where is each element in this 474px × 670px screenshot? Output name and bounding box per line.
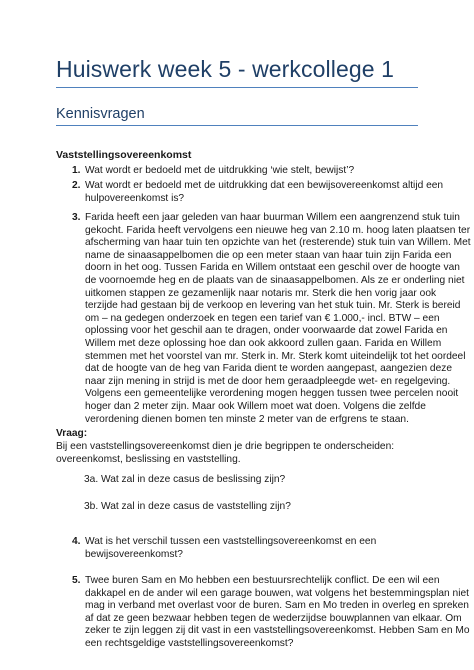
question-line: Willem met deze oplossing hoe dan ook akkoord zullen gaan. Farida en Willem (85, 337, 442, 349)
vraag-line: Bij een vaststellingsovereenkomst dien je drie begrippen te onderscheiden: (56, 441, 395, 452)
question-text (85, 165, 354, 178)
question-line: af dat ze geen bezwaar hebben tegen de wederzijdse bouwplannen van elkaar. Om (85, 612, 462, 624)
question-line: afscherming van haar tuin ten opzichte van het (resterende) stuk tuin van Willem. Met (85, 237, 471, 249)
question-line: Farida heeft een jaar geleden van haar buurman Willem een aangrenzend stuk tuin (85, 212, 460, 223)
question-number: 5. (72, 575, 81, 586)
question-line: name de sinaasappelbomen die op een meter staan van haar tuin zijn Farida een (85, 249, 452, 261)
vraag-text (56, 441, 394, 466)
question-line: Wat wordt er bedoeld met de uitdrukking dat een bewijsovereenkomst altijd een (85, 180, 444, 191)
question-line: een rechtsgeldige vaststellingsovereenkomst? (85, 637, 294, 649)
section-subtitle: Kennisvragen (56, 106, 145, 122)
question-number: 2. (72, 180, 81, 191)
question-number: 4. (72, 536, 81, 547)
question-text (85, 180, 443, 205)
question-number: 1. (72, 165, 81, 176)
question-line: Wat wordt er bedoeld met de uitdrukking ‘wie stelt, bewijst’? (85, 165, 355, 176)
question-line: verordening dienen bomen ten minste 2 meter van de erfgrens te staan. (85, 413, 409, 425)
question-line: dat de hoogte van de heg van Farida dient te worden aangepast, aangezien deze (85, 363, 453, 375)
question-line: doorn in het oog. Tussen Farida en Willem ontstaat een geschil over de hoogte van (85, 262, 460, 274)
question-line: mag in verband met overlast voor de buren. Sam en Mo treden in overleg en spreken (85, 600, 469, 612)
question-line: zeker te zijn leggen zij dit vast in een vaststellingsovereenkomst. Hebben Sam en Mo (85, 625, 470, 637)
question-line: uitkomen stappen ze gezamenlijk naar notaris mr. Sterk die hen vorig jaar ook (85, 287, 437, 299)
question-line: Twee buren Sam en Mo hebben een bestuursrechtelijk conflict. De een wil een (85, 575, 440, 586)
question-line: hulpovereenkomst is? (85, 192, 185, 204)
question-line: stemmen met het voorstel van mr. Sterk in. Mr. Sterk komt uiteindelijk tot het oordeel (85, 350, 466, 362)
question-line: oplossing voor het geschil aan te dragen, onder voorwaarde dat zowel Farida en (85, 325, 448, 337)
question-line: Wat is het verschil tussen een vaststellingsovereenkomst en een (85, 536, 377, 547)
question-line: naar zijn mening in strijd is met de door hem geraadpleegde wet- en regelgeving. (85, 375, 451, 387)
question-line: om – na gedegen onderzoek en tegen een tarief van € 1.000,- incl. BTW – een (85, 312, 440, 324)
sub-question-3b: 3b. Wat zal in deze casus de vaststelling zijn? (84, 501, 291, 512)
section-heading: Vaststellingsovereenkomst (56, 149, 192, 161)
question-line: gekocht. Farida heeft vervolgens een nieuwe heg van 2.10 m. hoog laten plaatsen ter (85, 224, 471, 236)
vraag-line: overeenkomst, beslissing en vaststelling. (56, 453, 241, 465)
question-text (85, 212, 471, 426)
vraag-label: Vraag: (56, 428, 88, 439)
question-text (85, 536, 376, 561)
question-line: dakkapel en de ander wil een garage bouwen, wat volgens het bestemmingsplan niet (85, 587, 469, 599)
subtitle-divider (56, 125, 418, 126)
question-number: 3. (72, 212, 81, 223)
question-line: hoger dan 2 meter zijn. Maar ook Willem moet wat doen. Volgens die zelfde (85, 400, 426, 412)
question-text (85, 575, 470, 651)
document-title: Huiswerk week 5 - werkcollege 1 (56, 56, 395, 82)
title-divider (56, 87, 418, 88)
sub-question-3a: 3a. Wat zal in deze casus de beslissing zijn? (84, 474, 286, 485)
question-line: terzijde had gestaan bij de verkoop en levering van het stuk tuin. Mr. Sterk is bereid (85, 300, 461, 312)
question-line: de voornoemde heg en de plaats van de sinaasappelbomen. Als ze er onderling niet (85, 274, 465, 286)
question-line: bewijsovereenkomst? (85, 548, 183, 560)
question-line: Volgens een gemeentelijke verordening mogen heggen tussen twee percelen nooit (85, 388, 459, 400)
